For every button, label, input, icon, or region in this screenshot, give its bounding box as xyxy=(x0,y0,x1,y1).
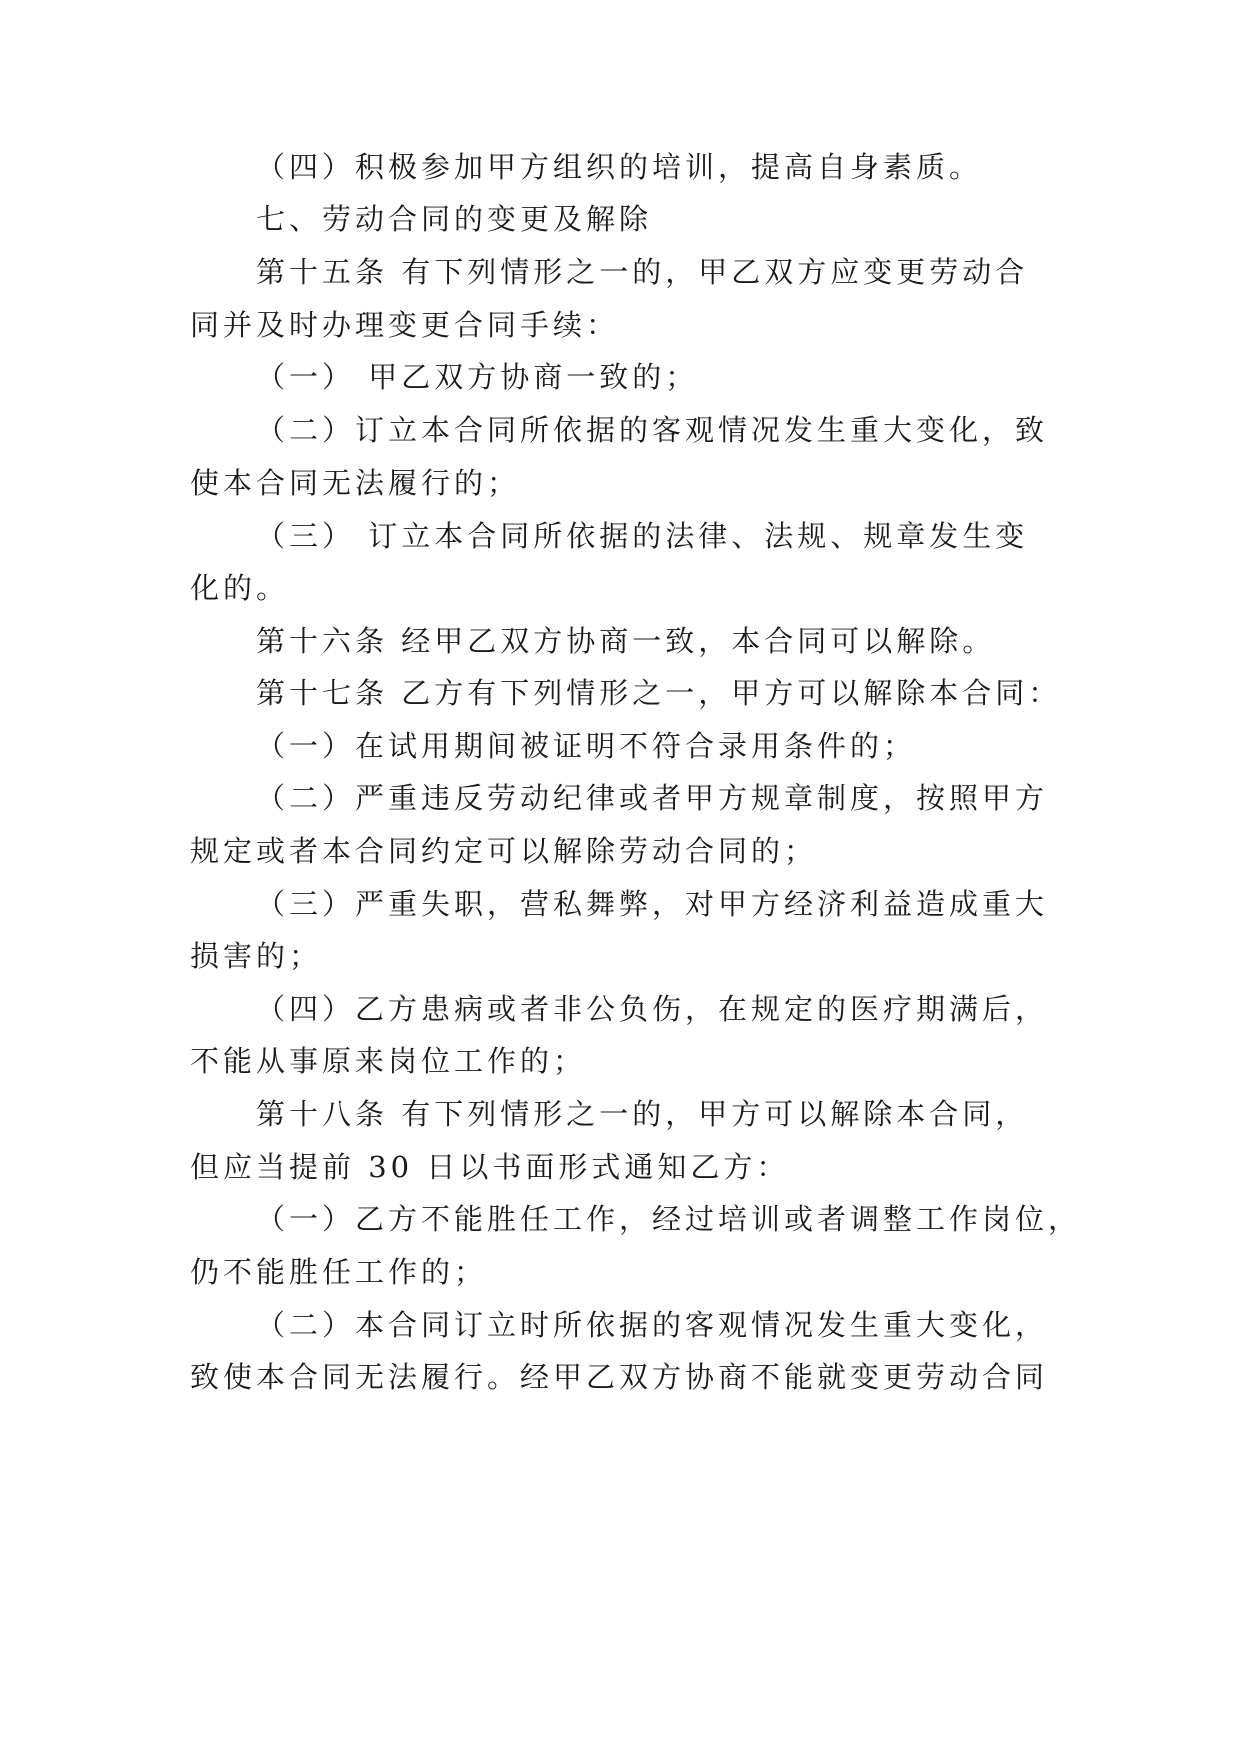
paragraph-line: （二）订立本合同所依据的客观情况发生重大变化，致 xyxy=(256,413,1049,447)
article-16-line: 第十六条 经甲乙双方协商一致，本合同可以解除。 xyxy=(256,624,996,658)
paragraph-continuation: 不能从事原来岗位工作的； xyxy=(190,1044,587,1078)
article-18-continuation: 但应当提前 30 日以书面形式通知乙方： xyxy=(190,1150,790,1184)
paragraph-line: （一） 甲乙双方协商一致的； xyxy=(256,360,699,394)
paragraph-line: （三） 订立本合同所依据的法律、法规、规章发生变 xyxy=(256,519,1029,553)
paragraph-line: （二）本合同订立时所依据的客观情况发生重大变化， xyxy=(256,1308,1049,1342)
article-15-continuation: 同并及时办理变更合同手续： xyxy=(190,308,620,342)
article-18-line: 第十八条 有下列情形之一的，甲方可以解除本合同， xyxy=(256,1097,1029,1131)
article-15-line: 第十五条 有下列情形之一的，甲乙双方应变更劳动合 xyxy=(256,255,1029,289)
paragraph-line: （三）严重失职，营私舞弊，对甲方经济利益造成重大 xyxy=(256,887,1049,921)
paragraph-line: （一）乙方不能胜任工作，经过培训或者调整工作岗位， xyxy=(256,1202,1082,1236)
paragraph-line: （四）乙方患病或者非公负伤，在规定的医疗期满后， xyxy=(256,992,1049,1026)
paragraph-line: （四）积极参加甲方组织的培训，提高自身素质。 xyxy=(256,150,983,184)
section-heading: 七、劳动合同的变更及解除 xyxy=(256,202,653,236)
article-17-line: 第十七条 乙方有下列情形之一，甲方可以解除本合同： xyxy=(256,676,1062,710)
paragraph-line: （一）在试用期间被证明不符合录用条件的； xyxy=(256,729,917,763)
paragraph-continuation: 仍不能胜任工作的； xyxy=(190,1255,488,1289)
paragraph-continuation: 化的。 xyxy=(190,571,290,605)
paragraph-continuation: 致使本合同无法履行。经甲乙双方协商不能就变更劳动合同 xyxy=(190,1360,1049,1394)
paragraph-line: （二）严重违反劳动纪律或者甲方规章制度，按照甲方 xyxy=(256,781,1049,815)
paragraph-continuation: 使本合同无法履行的； xyxy=(190,466,521,500)
paragraph-continuation: 规定或者本合同约定可以解除劳动合同的； xyxy=(190,834,818,868)
paragraph-continuation: 损害的； xyxy=(190,939,323,973)
